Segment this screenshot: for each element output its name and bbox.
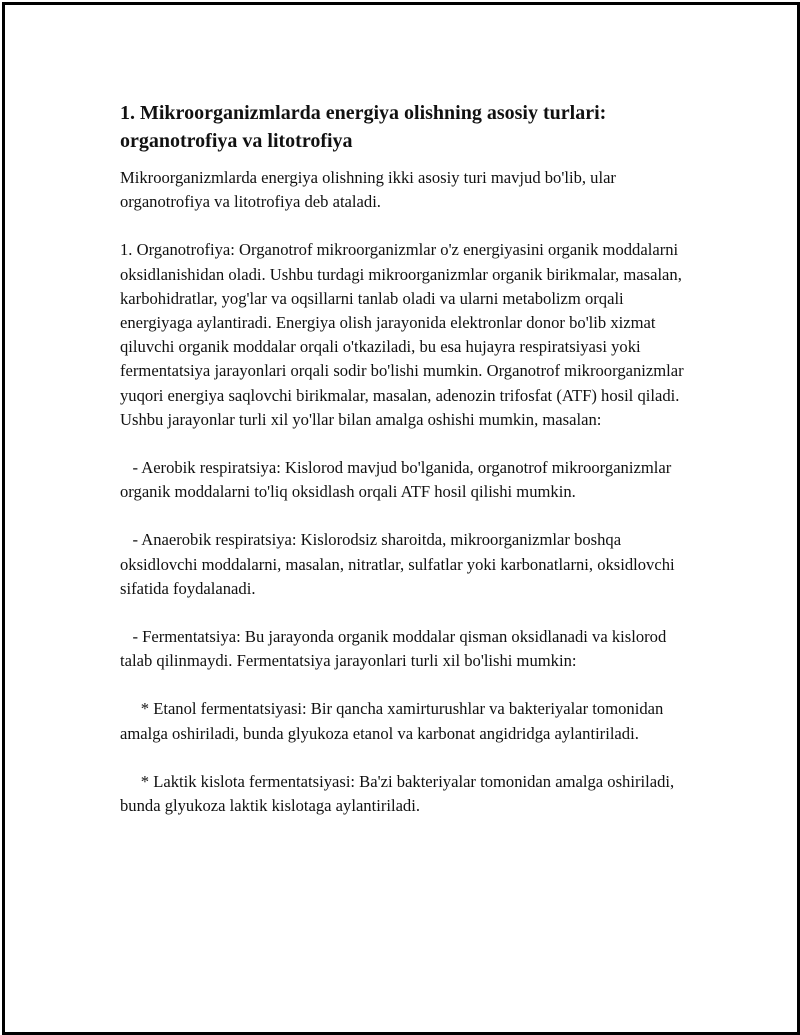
- organotrophy-paragraph: 1. Organotrofiya: Organotrof mikroorganizmlar o'z energiyasini organik moddalarni oksidlanishidan oladi. Ushbu turdagi mikroorganizmlar organik birikmalar, masalan, karbohidratlar, yog'lar va oqsillarni tanlab oladi va ularni metabolizm orqali energiyaga aylantiradi. Energiya olish jarayonida elektronlar donor bo'lib xizmat qiluvchi organik moddalar orqali o'tkaziladi, bu esa hujayra respiratsiyasi yoki fermentatsiya jarayonlari orqali sodir bo'lishi mumkin. Organotrof mikroorganizmlar yuqori energiya saqlovchi birikmalar, masalan, adenozin trifosfat (ATF) hosil qiladi. Ushbu jarayonlar turli xil yo'llar bilan amalga oshishi mumkin, masalan:: [120, 240, 688, 429]
- intro-paragraph: Mikroorganizmlarda energiya olishning ikki asosiy turi mavjud bo'lib, ular organotrofiya va litotrofiya deb ataladi.: [120, 168, 621, 212]
- ethanol-fermentation-item: * Etanol fermentatsiyasi: Bir qancha xamirturushlar va bakteriyalar tomonidan amalga oshiriladi, bunda glyukoza etanol va karbonat angidridga aylantiriladi.: [120, 699, 668, 743]
- anaerobic-respiration-item: - Anaerobik respiratsiya: Kislorodsiz sharoitda, mikroorganizmlar boshqa oksidlovchi moddalarni, masalan, nitratlar, sulfatlar yoki karbonatlarni, oksidlovchi sifatida foydalanadi.: [120, 530, 679, 598]
- fermentation-item: - Fermentatsiya: Bu jarayonda organik moddalar qisman oksidlanadi va kislorod talab qilinmaydi. Fermentatsiya jarayonlari turli xil bo'lishi mumkin:: [120, 627, 671, 671]
- page-frame: [2, 2, 800, 1035]
- document-body: [120, 99, 690, 818]
- lactic-fermentation-item: * Laktik kislota fermentatsiyasi: Ba'zi bakteriyalar tomonidan amalga oshiriladi, bunda glyukoza laktik kislotaga aylantiriladi.: [120, 771, 679, 816]
- aerobic-respiration-item: - Aerobik respiratsiya: Kislorod mavjud bo'lganida, organotrof mikroorganizmlar organik moddalarni to'liq oksidlash orqali ATF hosil qilishi mumkin.: [120, 458, 676, 502]
- section-title: 1. Mikroorganizmlarda energiya olishning asosiy turlari: organotrofiya va litotrofiya: [120, 102, 607, 152]
